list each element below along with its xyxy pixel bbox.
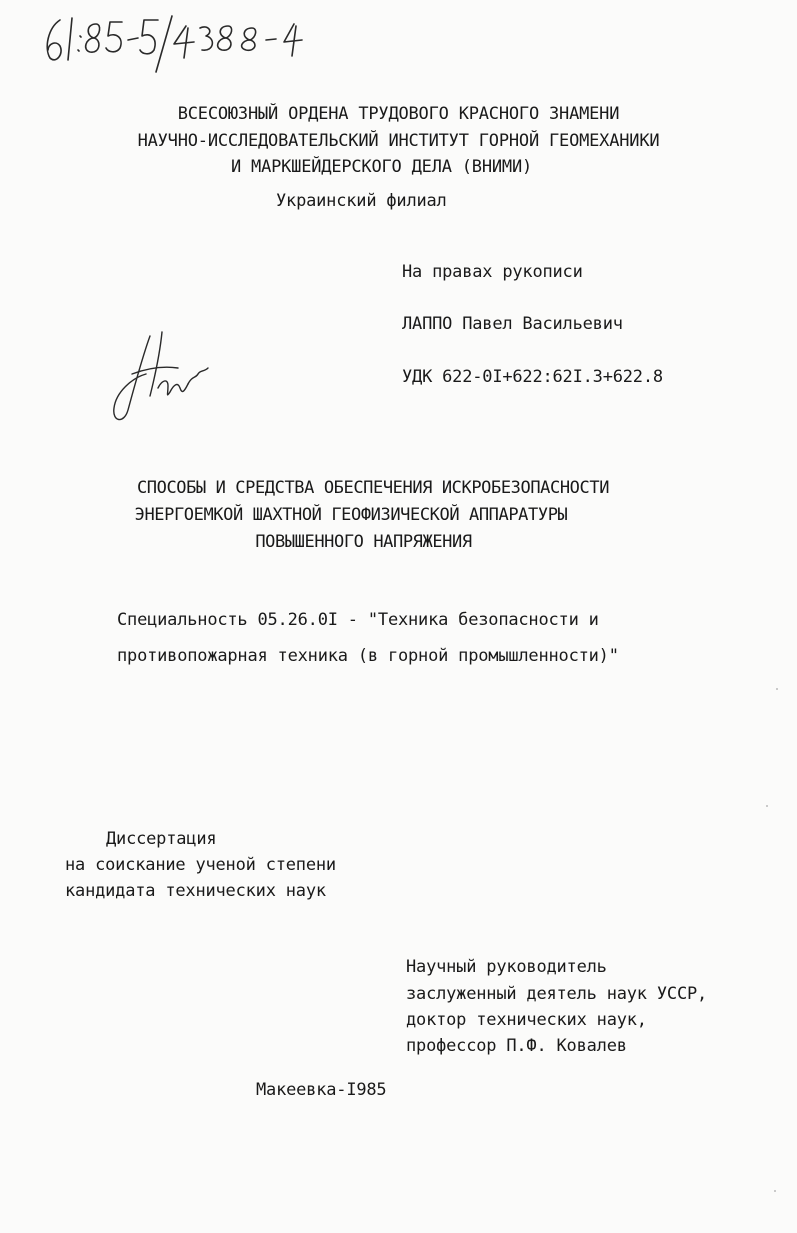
paper-speck: [774, 1190, 776, 1192]
institute-line-3: И МАРКШЕЙДЕРСКОГО ДЕЛА (ВНИМИ): [230, 157, 533, 177]
supervisor-line-4: профессор П.Ф. Ковалев: [406, 1036, 627, 1056]
place-year: Макеевка-I985: [256, 1080, 387, 1100]
specialty-line-2: противопожарная техника (в горной промышленности)": [117, 646, 619, 666]
title-line-3: ПОВЫШЕННОГО НАПРЯЖЕНИЯ: [255, 532, 472, 552]
paper-speck: [776, 688, 778, 690]
supervisor-line-3: доктор технических наук,: [406, 1010, 647, 1030]
udc-code: УДК 622-0I+622:62I.3+622.8: [402, 367, 663, 387]
institute-branch: Украинский филиал: [276, 191, 447, 211]
degree-line-2: на соискание ученой степени: [65, 855, 336, 875]
degree-line-3: кандидата технических наук: [65, 881, 326, 901]
author-name: ЛАППО Павел Васильевич: [402, 314, 623, 334]
supervisor-line-1: Научный руководитель: [406, 957, 607, 977]
supervisor-line-2: заслуженный деятель наук УССР,: [406, 984, 708, 1004]
signature-svg: [104, 328, 224, 428]
archive-code-svg: [38, 6, 318, 84]
degree-line-1: Диссертация: [106, 829, 217, 849]
signature-handwritten: [104, 328, 224, 428]
specialty-line-1: Специальность 05.26.0I - "Техника безопасности и: [117, 610, 599, 630]
archive-code-handwritten: [38, 6, 318, 84]
title-line-2: ЭНЕРГОЕМКОЙ ШАХТНОЙ ГЕОФИЗИЧЕСКОЙ АППАРАТУРЫ: [134, 505, 568, 525]
institute-line-2: НАУЧНО-ИССЛЕДОВАТЕЛЬСКИЙ ИНСТИТУТ ГОРНОЙ ГЕОМЕХАНИКИ: [137, 131, 660, 151]
title-line-1: СПОСОБЫ И СРЕДСТВА ОБЕСПЕЧЕНИЯ ИСКРОБЕЗОПАСНОСТИ: [136, 478, 610, 498]
paper-speck: [766, 805, 768, 807]
manuscript-note: На правах рукописи: [402, 262, 583, 282]
institute-line-1: ВСЕСОЮЗНЫЙ ОРДЕНА ТРУДОВОГО КРАСНОГО ЗНАМЕНИ: [177, 104, 620, 124]
